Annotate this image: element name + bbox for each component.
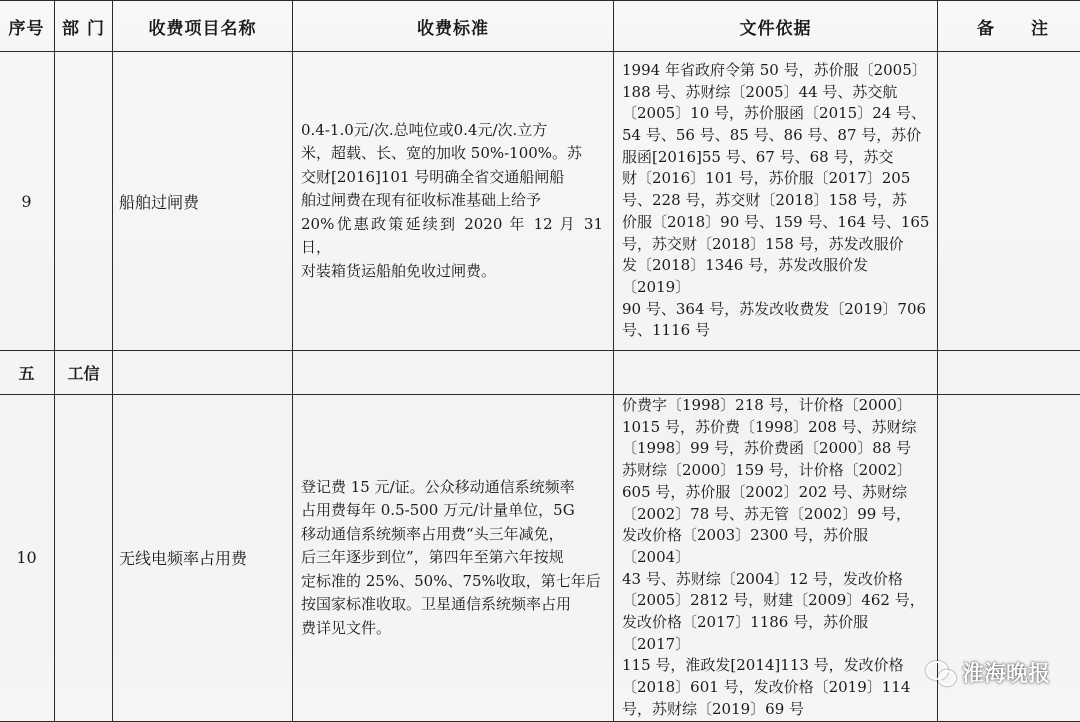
section-dept: 工信: [55, 351, 113, 395]
row-dept: [55, 395, 113, 722]
header-dept: 部 门: [55, 1, 113, 52]
header-seq: 序号: [0, 1, 55, 52]
section-empty-cell: [293, 351, 614, 395]
section-empty-cell: [938, 351, 1080, 395]
row-fee-standard: 0.4-1.0元/次.总吨位或0.4元/次.立方 米，超载、长、宽的加收 50%-100%。苏 交财[2016]101 号明确全省交通船闸船 舶过闸费在现有征收标准基础上给予 20%优惠政策延续到 2020 年 12 月 31 日， 对装箱货运船舶免收过闸费。: [293, 52, 614, 351]
row-item-name: 无线电频率占用费: [113, 395, 293, 722]
header-standard: 收费标准: [293, 1, 614, 52]
section-empty-cell: [113, 351, 293, 395]
row-item-name: 船舶过闸费: [113, 52, 293, 351]
row-document-basis: 1994 年省政府令第 50 号，苏价服〔2005〕 188 号、苏财综〔2005〕44 号、苏交航 〔2005〕10 号，苏价服函〔2015〕24 号、 54 号、56 号、85 号、86 号、87 号，苏价 服函[2016]55 号、67 号、68 号，苏交 财〔2016〕101 号，苏价服〔2017〕205 号、228 号，苏交财〔2018〕158 号，苏 价服〔2018〕90 号、159 号、164 号、165 号，苏交财〔2018〕158 号，苏发改服价 发〔2018〕1346 号，苏发改服价发〔2019〕 90 号、364 号，苏发改收费发〔2019〕706 号、1116 号: [614, 52, 938, 351]
header-remark: 备 注: [938, 1, 1080, 52]
wechat-icon: [926, 660, 956, 686]
header-basis: 文件依据: [614, 1, 938, 52]
source-watermark: [926, 657, 1050, 688]
row-remark: [938, 52, 1080, 351]
row-seq: 10: [0, 395, 55, 722]
section-empty-cell: [614, 351, 938, 395]
section-row: [0, 351, 1080, 395]
section-seq: 五: [0, 351, 55, 395]
row-fee-standard: 登记费 15 元/证。公众移动通信系统频率 占用费每年 0.5-500 万元/计量单位，5G 移动通信系统频率占用费“头三年减免， 后三年逐步到位”，第四年至第六年按规 定标准的 25%、50%、75%收取，第七年后 按国家标准收取。卫星通信系统频率占用 费详见文件。: [293, 395, 614, 722]
header-item: 收费项目名称: [113, 1, 293, 52]
row-seq: 9: [0, 52, 55, 351]
table-row: [0, 52, 1080, 351]
watermark-text: 淮海晚报: [961, 662, 1050, 687]
table-header-row: [0, 1, 1080, 52]
row-document-basis: 价费字〔1998〕218 号，计价格〔2000〕 1015 号，苏价费〔1998〕208 号、苏财综 〔1998〕99 号，苏价费函〔2000〕88 号 苏财综〔2000〕159 号，计价格〔2002〕 605 号，苏价服〔2002〕202 号、苏财综 〔2002〕78 号、苏无管〔2002〕99 号， 发改价格〔2003〕2300 号，苏价服〔2004〕 43 号、苏财综〔2004〕12 号，发改价格 〔2005〕2812 号，财建〔2009〕462 号， 发改价格〔2017〕1186 号，苏价服〔2017〕 115 号，淮政发[2014]113 号，发改价格 〔2018〕601 号，发改价格〔2019〕114 号，苏财综〔2019〕69 号: [614, 395, 938, 722]
table-row: [0, 395, 1080, 722]
row-dept: [55, 52, 113, 351]
